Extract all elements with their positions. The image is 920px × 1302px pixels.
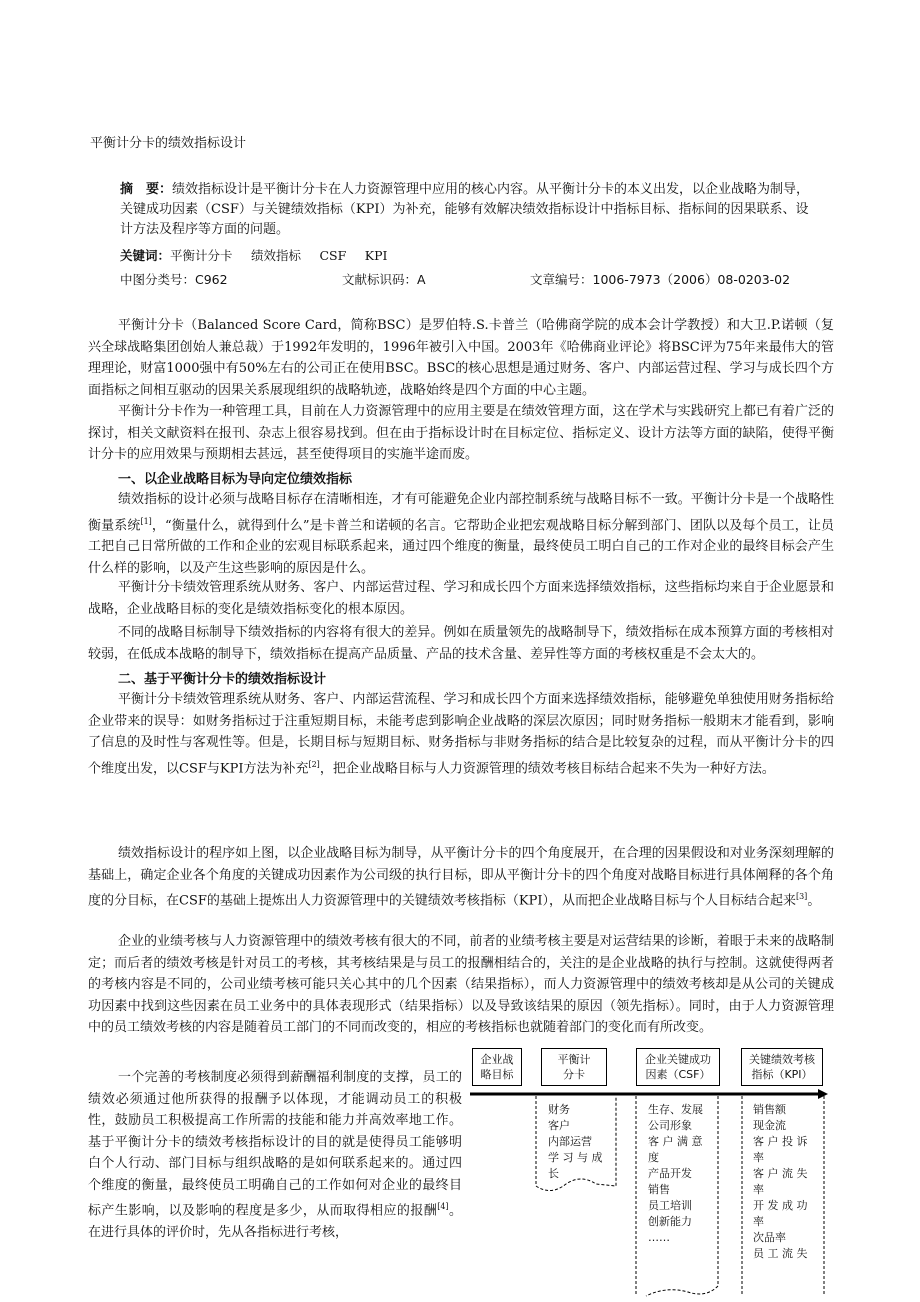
kpi-item: 开 发 成 功 (753, 1199, 808, 1212)
kpi-item: 客 户 投 诉 (753, 1135, 808, 1148)
paragraph-2: 平衡计分卡作为一种管理工具，目前在人力资源管理中的应用主要是在绩效管理方面，这在学术与实践研究上都已有着广泛的探讨，相关文献资料在报刊、杂志上很容易找到。但在由于指标设计时在目标定位、指标定义、设计方法等方面的缺陷，使得平衡计分卡的应用效果与预期相去甚远，甚至使得项目的实施半途而废。 (88, 404, 834, 462)
paragraph-3-b: ，“衡量什么，就得到什么”是卡普兰和诺顿的名言。它帮助企业把宏观战略目标分解到部门、团队以及每个员工，让员工把自己日常所做的工作和企业的宏观目标联系起来，通过四个维度的衡量，最终使员工明白自己的工作对企业的最终目标会产生什么样的影响，以及产生这些影响的原因是什么。 (88, 517, 834, 576)
csf-item: 产品开发 (648, 1167, 692, 1180)
document-code: 文献标识码：A (342, 272, 426, 287)
clc-number: 中图分类号：C962 (120, 272, 228, 287)
section-heading-2: 二、基于平衡计分卡的绩效指标设计 (118, 672, 327, 687)
keywords-label: 关键词： (120, 248, 171, 263)
csf-item: 客 户 满 意 (648, 1135, 703, 1148)
abstract-text: 绩效指标设计是平衡计分卡在人力资源管理中应用的核心内容。从平衡计分卡的本义出发，以企业战略为制导，关键成功因素（CSF）与关键绩效指标（KPI）为补充，能够有效解决绩效指标设计中指标目标、指标间的因果联系、设计方法及程序等方面的问题。 (120, 182, 810, 237)
abstract (120, 180, 810, 240)
reference-4[interactable]: [4] (437, 1202, 449, 1211)
reference-3[interactable]: [3] (795, 892, 808, 901)
box-kpi: 关键绩效考核 指标（KPI） (741, 1048, 823, 1086)
paragraph-9-a: 一个完善的考核制度必须得到薪酬福利制度的支撑，员工的绩效必须通过他所获得的报酬予以体现，才能调动员工的积极性，鼓励员工积极提高工作所需的技能和能力并高效率地工作。基于平衡计分卡的绩效考核指标设计的目的就是使得员工能够明白个人行动、部门目标与组织战略的是如何联系起来的。通过四个维度的衡量，最终使员工明确自己的工作如何对企业的最终目标产生影响，以及影响的程度是多少，从而取得相应的报酬 (88, 1070, 462, 1219)
kpi-item: 员 工 流 失 (753, 1247, 808, 1260)
reference-1[interactable]: [1] (140, 516, 152, 526)
bsc-items-list (548, 1102, 610, 1182)
bsc-item: 长 (548, 1167, 559, 1180)
paragraph-9-b: 。在进行具体的评价时，先从各指标进行考核， (88, 1203, 462, 1240)
bsc-item: 客户 (548, 1119, 570, 1132)
paragraph-3 (88, 489, 834, 579)
paragraph-1: 平衡计分卡（Balanced Score Card，简称BSC）是罗伯特.S.卡普兰（哈佛商学院的成本会计学教授）和大卫.P.诺顿（复兴全球战略集团创始人兼总裁）于1992年发明的，1996年被引入中国。2003年《哈佛商业评论》将BSC评为75年来最伟大的管理理论，财富1000强中有50%左右的公司正在使用BSC。BSC的核心思想是通过财务、客户、内部运营过程、学习与成长四个方面指标之间相互驱动的因果关系展现组织的战略轨迹，战略始终是四个方面的中心主题。 (88, 318, 834, 398)
abstract-label: 摘 要： (120, 182, 173, 197)
paragraph-3-a: 绩效指标的设计必须与战略目标存在清晰相连，才有可能避免企业内部控制系统与战略目标不一致。平衡计分卡是一个战略性衡量系统 (88, 492, 834, 533)
kpi-item: 率 (753, 1151, 764, 1164)
csf-item: 员工培训 (648, 1199, 692, 1212)
paragraph-7-a: 绩效指标设计的程序如上图，以企业战略目标为制导，从平衡计分卡的四个角度展开，在合理的因果假设和对业务深刻理解的基础上，确定企业各个角度的关键成功因素作为公司级的执行目标，即从平衡计分卡的四个角度对战略目标进行具体阐释的各个角度的分目标，在CSF的基础上提炼出人力资源管理中的关键绩效考核指标（KPI），从而把企业战略目标与个人目标结合起来 (88, 846, 834, 909)
paragraph-6-a: 平衡计分卡绩效管理系统从财务、客户、内部运营流程、学习和成长四个方面来选择绩效指标，能够避免单独使用财务指标给企业带来的误导：如财务指标过于注重短期目标，未能考虑到影响企业战略的深层次原因；同时财务指标一般期末才能看到，影响了信息的及时性与客观性等。但是，长期目标与短期目标、财务指标与非财务指标的结合是比较复杂的过程，而从平衡计分卡的四个维度出发，以CSF与KPI方法为补充 (88, 692, 834, 776)
paragraph-6 (88, 689, 834, 779)
kpi-item: 率 (753, 1215, 764, 1228)
csf-item: …… (648, 1231, 670, 1244)
flow-arrow-head (818, 1089, 828, 1099)
keywords-text: 平衡计分卡 绩效指标 CSF KPI (170, 248, 388, 263)
keywords (120, 246, 387, 264)
paragraph-7 (88, 843, 834, 912)
bsc-item: 学 习 与 成 (548, 1151, 603, 1164)
kpi-item: 次品率 (753, 1231, 786, 1244)
section-heading-1: 一、以企业战略目标为导向定位绩效指标 (118, 472, 353, 487)
paragraph-8: 企业的业绩考核与人力资源管理中的绩效考核有很大的不同，前者的业绩考核主要是对运营结果的诊断，着眼于未来的战略制定；而后者的绩效考核是针对员工的考核，其考核结果是与员工的报酬相结合的，关注的是企业战略的执行与控制。这就使得两者的考核内容是不同的，公司业绩考核可能只关心其中的几个因素（结果指标），而人力资源管理中的绩效考核却是从公司的关键成功因素中找到这些因素在员工业务中的具体表现形式（结果指标）以及导致该结果的原因（领先指标）。同时，由于人力资源管理中的员工绩效考核的内容是随着员工部门的不同而改变的，相应的考核指标也就随着部门的变化而有所改变。 (88, 934, 834, 1035)
reference-2[interactable]: [2] (308, 759, 320, 769)
article-number: 文章编号：1006-7973（2006）08-0203-02 (530, 272, 791, 287)
box-csf: 企业关键成功 因素（CSF） (636, 1048, 720, 1086)
csf-item: 销售 (648, 1183, 670, 1196)
kpi-item: 现金流 (753, 1119, 786, 1132)
paragraph-7-b: 。 (807, 893, 821, 909)
csf-item: 创新能力 (648, 1215, 692, 1228)
csf-item: 公司形象 (648, 1119, 692, 1132)
paragraph-5: 不同的战略目标制导下绩效指标的内容将有很大的差异。例如在质量领先的战略制导下，绩效指标在成本预算方面的考核相对较弱，在低成本战略的制导下，绩效指标在提高产品质量、产品的技术含量、差异性等方面的考核权重是不会太大的。 (88, 625, 834, 662)
kpi-item: 销售额 (753, 1103, 786, 1116)
csf-item: 度 (648, 1151, 659, 1164)
kpi-item: 率 (753, 1183, 764, 1196)
csf-item: 生存、发展 (648, 1103, 703, 1116)
paragraph-4: 平衡计分卡绩效管理系统从财务、客户、内部运营过程、学习和成长四个方面来选择绩效指标，这些指标均来自于企业愿景和战略，企业战略目标的变化是绩效指标变化的根本原因。 (88, 580, 834, 617)
box-bsc: 平衡计 分卡 (541, 1048, 607, 1086)
kpi-items-list (753, 1102, 825, 1262)
bsc-item: 内部运营 (548, 1135, 592, 1148)
paragraph-6-b: ，把企业战略目标与人力资源管理的绩效考核目标结合起来不失为一种好方法。 (319, 760, 775, 776)
box-strategy: 企业战 略目标 (472, 1048, 522, 1086)
bsc-item: 财务 (548, 1103, 570, 1116)
paragraph-9 (88, 1067, 462, 1243)
csf-items-list (648, 1102, 718, 1246)
kpi-item: 客 户 流 失 (753, 1167, 808, 1180)
page-title: 平衡计分卡的绩效指标设计 (90, 136, 247, 151)
